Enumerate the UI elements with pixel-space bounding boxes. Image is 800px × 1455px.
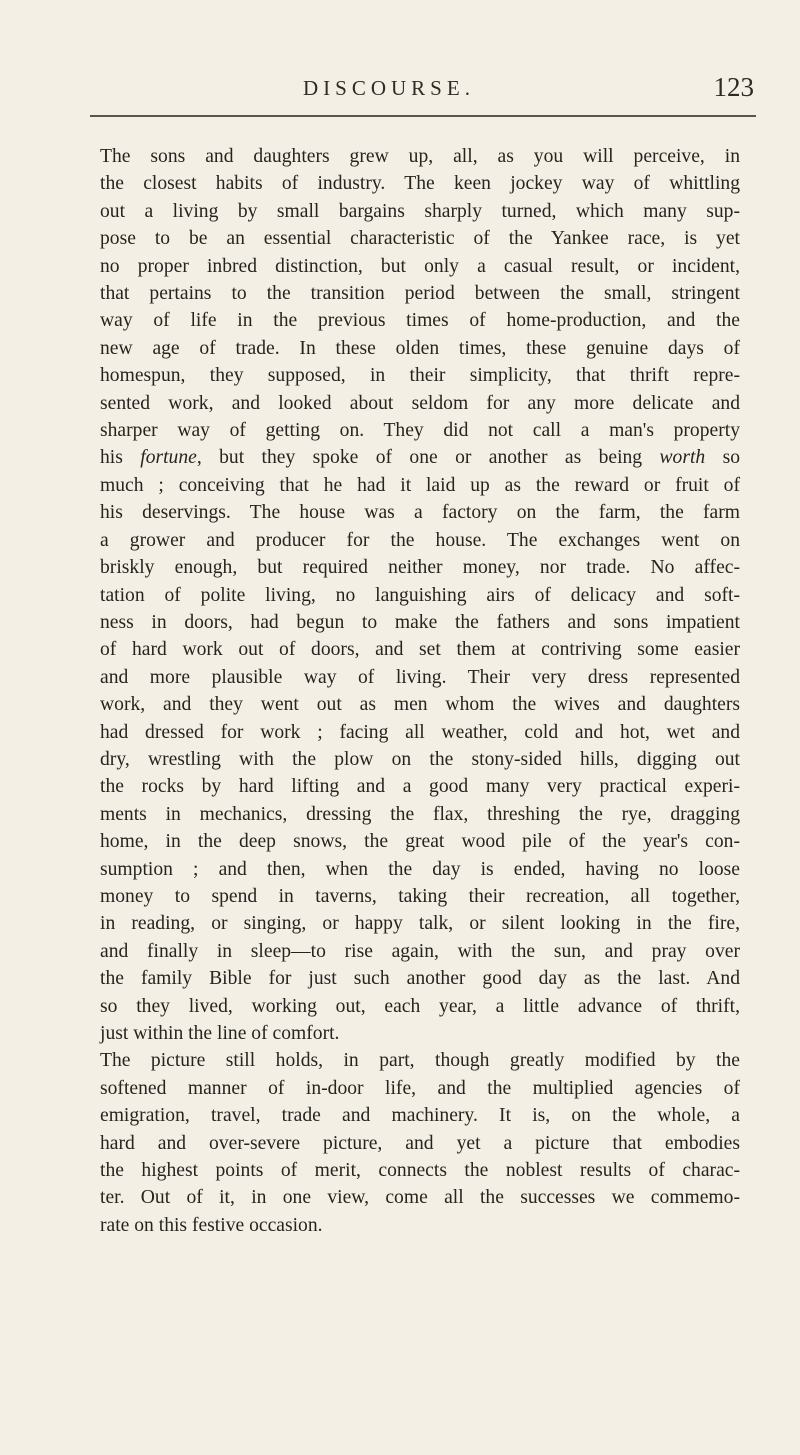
body-text [72, 143, 740, 1239]
text-line: just within the line of comfort. [100, 1023, 340, 1044]
text-line: pose to be an essential characteristic of the Yankee race, is yet [100, 228, 740, 250]
text-line: money to spend in taverns, taking their recreation, all together, [100, 885, 740, 907]
text-line: tation of polite living, no languishing airs of delicacy and soft- [100, 584, 740, 606]
text-line: briskly enough, but required neither money, nor trade. No affec- [100, 557, 740, 579]
text-line: hard and over-severe picture, and yet a picture that embodies [100, 1132, 740, 1154]
header-rule [90, 115, 756, 117]
text-line: sumption ; and then, when the day is ended, having no loose [100, 858, 740, 880]
text-line: out a living by small bargains sharply turned, which many sup- [100, 200, 740, 222]
text-line: home, in the deep snows, the great wood pile of the year's con- [100, 831, 740, 853]
text-line: that pertains to the transition period between the small, stringent [100, 283, 740, 305]
text-line: of hard work out of doors, and set them at contriving some easier [100, 639, 740, 661]
text-line: the closest habits of industry. The keen jockey way of whittling [100, 173, 740, 195]
text-line: rate on this festive occasion. [100, 1214, 323, 1236]
text-line: The picture still holds, in part, though greatly modified by the [100, 1050, 740, 1072]
text-line: work, and they went out as men whom the wives and daughters [100, 694, 740, 716]
text-line: much ; conceiving that he had it laid up as the reward or fruit of [100, 474, 740, 496]
text-line: sented work, and looked about seldom for any more delicate and [100, 392, 740, 414]
text-line: his fortune, but they spoke of one or another as being worth so [100, 447, 741, 469]
text-line: new age of trade. In these olden times, these genuine days of [100, 337, 740, 359]
text-line: in reading, or singing, or happy talk, or silent looking in the fire, [100, 913, 740, 935]
running-head [90, 72, 760, 116]
running-title: DISCOURSE. [303, 76, 475, 100]
text-line: the highest points of merit, connects the noblest results of charac- [100, 1160, 740, 1182]
text-line: so they lived, working out, each year, a little advance of thrift, [100, 995, 740, 1017]
paragraph [72, 1047, 740, 1239]
text-line: the family Bible for just such another good day as the last. And [100, 968, 740, 990]
text-line: softened manner of in-door life, and the multiplied agencies of [100, 1077, 740, 1099]
text-line: and finally in sleep—to rise again, with the sun, and pray over [100, 940, 740, 962]
text-line: homespun, they supposed, in their simplicity, that thrift repre- [100, 365, 740, 387]
text-line: ments in mechanics, dressing the flax, threshing the rye, dragging [100, 803, 740, 825]
text-line: The sons and daughters grew up, all, as you will perceive, in [100, 146, 740, 167]
text-line: no proper inbred distinction, but only a casual result, or incident, [100, 255, 740, 277]
text-line: and more plausible way of living. Their very dress represented [100, 666, 740, 688]
text-line: ness in doors, had begun to make the fathers and sons impatient [100, 611, 740, 633]
page-number: 123 [713, 72, 754, 102]
text-line: had dressed for work ; facing all weather, cold and hot, wet and [100, 721, 740, 743]
text-line: ter. Out of it, in one view, come all the successes we commemo- [100, 1187, 740, 1209]
text-line: dry, wrestling with the plow on the stony-sided hills, digging out [100, 748, 740, 770]
paragraph [72, 143, 740, 1047]
text-line: the rocks by hard lifting and a good many very practical experi- [100, 776, 740, 798]
text-line: way of life in the previous times of home-production, and the [100, 310, 740, 332]
text-line: his deservings. The house was a factory on the farm, the farm [100, 502, 740, 524]
text-line: sharper way of getting on. They did not call a man's property [100, 420, 740, 442]
text-line: a grower and producer for the house. The exchanges went on [100, 529, 740, 551]
text-line: emigration, travel, trade and machinery. It is, on the whole, a [100, 1105, 740, 1127]
